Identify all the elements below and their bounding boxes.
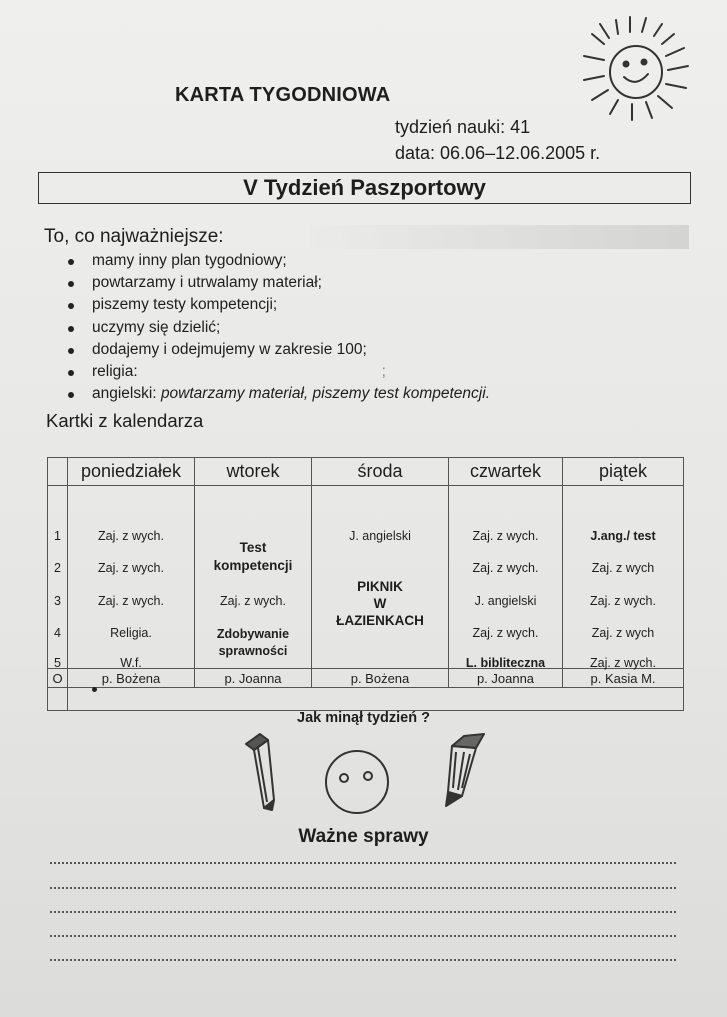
bullet-dot [92, 687, 97, 692]
lesson-cell: Religia. [110, 626, 152, 640]
writing-line [50, 959, 676, 961]
lesson-number: 2 [54, 561, 61, 575]
day-header: piątek [563, 458, 684, 486]
pencil-writing-icon [446, 734, 484, 806]
week-banner: V Tydzień Paszportowy [38, 172, 691, 204]
important-heading: To, co najważniejsze: [44, 225, 689, 249]
lesson-cell: J.ang./ test [590, 529, 656, 543]
corner-cell [48, 458, 68, 486]
page-title: KARTA TYGODNIOWA [175, 84, 391, 106]
lesson-cell: Zaj. z wych. [590, 656, 656, 670]
lesson-cell: Zaj. z wych [591, 561, 655, 575]
test-block: Test kompetencji [213, 540, 293, 573]
lesson-number: 4 [54, 626, 61, 640]
picnic-line: ŁAZIENKACH [336, 613, 424, 628]
lesson-cell: Zaj. z wych. [98, 561, 164, 575]
day-header: środa [312, 458, 449, 486]
lesson-cell: Zaj. z wych. [472, 529, 539, 543]
teacher-cell: p. Joanna [449, 669, 563, 688]
day-header: poniedziałek [68, 458, 195, 486]
weekly-schedule-table [47, 457, 684, 711]
lesson-number: 1 [54, 529, 61, 543]
list-item: religia: ; [66, 361, 490, 383]
lesson-cell: W.f. [120, 656, 142, 670]
notes-row [68, 688, 684, 711]
writing-line [50, 862, 676, 864]
list-item: powtarzamy i utrwalamy materiał; [66, 272, 490, 294]
writing-line [50, 911, 676, 913]
pencil-icon [246, 734, 274, 810]
lesson-cell: Zaj. z wych. [98, 529, 164, 543]
lesson-cell: L. bibliteczna [465, 656, 546, 670]
tuesday-column [195, 486, 312, 669]
lesson-cell: J. angielski [474, 594, 537, 608]
friday-column [563, 486, 684, 669]
teacher-cell: p. Joanna [195, 669, 312, 688]
lesson-number: 3 [54, 594, 61, 608]
list-item: uczymy się dzielić; [66, 317, 490, 339]
lesson-cell: Zaj. z wych. [472, 561, 539, 575]
picnic-line: W [373, 596, 387, 611]
calendar-heading: Kartki z kalendarza [46, 410, 204, 431]
list-item: piszemy testy kompetencji; [66, 294, 490, 316]
lesson-cell: Zaj. z wych. [590, 594, 656, 608]
list-item: dodajemy i odejmujemy w zakresie 100; [66, 339, 490, 361]
important-list [66, 250, 490, 405]
teacher-cell: p. Kasia M. [563, 669, 684, 688]
review-drawings [240, 730, 500, 820]
writing-line [50, 935, 676, 937]
day-header: wtorek [195, 458, 312, 486]
lesson-cell: Zaj. z wych. [220, 594, 286, 608]
lesson-cell: Zaj. z wych. [98, 594, 164, 608]
review-heading: Jak minął tydzień ? [297, 710, 430, 726]
empty-cell [48, 688, 68, 711]
sun-drawing-icon [574, 14, 704, 124]
day-header: czwartek [449, 458, 563, 486]
lesson-cell: Zaj. z wych. [472, 626, 539, 640]
face-icon [326, 751, 388, 813]
monday-column [68, 486, 195, 669]
list-item: mamy inny plan tygodniowy; [66, 250, 490, 272]
lesson-number: 5 [54, 656, 61, 670]
picnic-line: PIKNIK [357, 579, 403, 594]
badges-block: Zdobywanie sprawności [216, 627, 290, 658]
teacher-row-label: O [48, 669, 68, 688]
lesson-cell: J. angielski [349, 529, 411, 543]
date-range: data: 06.06–12.06.2005 r. [395, 143, 601, 163]
lesson-number-column [48, 486, 68, 669]
wednesday-column [312, 486, 449, 669]
english-detail: powtarzamy materiał, piszemy test kompetencji. [160, 385, 490, 403]
writing-line [50, 887, 676, 889]
teacher-cell: p. Bożena [68, 669, 195, 688]
teacher-cell: p. Bożena [312, 669, 449, 688]
thursday-column [449, 486, 563, 669]
week-number: tydzień nauki: 41 [395, 117, 531, 137]
list-item: angielski: powtarzamy materiał, piszemy test kompetencji. [66, 383, 490, 405]
notes-heading: Ważne sprawy [298, 826, 429, 847]
lesson-cell: Zaj. z wych [591, 626, 655, 640]
religia-mark: ; [381, 362, 386, 380]
